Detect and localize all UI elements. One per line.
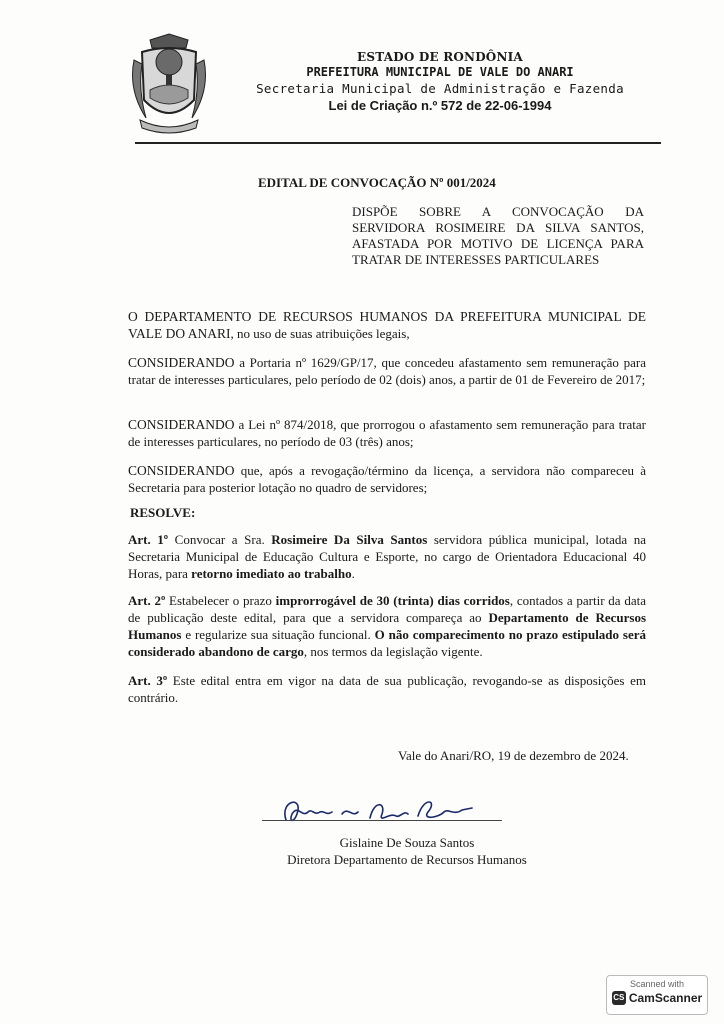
considering-text: a Portaria nº 1629/GP/17, que concedeu afastamento sem remuneração para tratar de interesses particulares, pelo período de 02 (dois) anos, a partir de 01 de Fevereiro de 2017; — [128, 355, 646, 387]
signature-line — [262, 820, 502, 821]
header-state: ESTADO DE RONDÔNIA — [357, 50, 523, 64]
article-label: Art. 2º — [128, 593, 166, 608]
article-label: Art. 3º — [128, 673, 168, 688]
article-text: , contados a partir da data de publicação deste edital, para que a servidora compareça ao — [128, 593, 646, 625]
employee-name: Rosimeire Da Silva Santos — [271, 532, 428, 547]
considering-label: CONSIDERANDO — [128, 417, 235, 432]
signer-name: Gislaine De Souza Santos — [339, 835, 475, 850]
camscanner-watermark — [606, 975, 708, 1015]
article-emphasis: retorno imediato ao trabalho — [191, 566, 352, 581]
article-text: Este edital entra em vigor na data de sua publicação, revogando-se as disposições em contrário. — [128, 673, 646, 705]
coat-of-arms-icon — [128, 30, 210, 138]
header-prefecture: PREFEITURA MUNICIPAL DE VALE DO ANARI — [306, 65, 574, 79]
article-text: Convocar a Sra. — [168, 532, 272, 547]
scanned-with-label: Scanned with — [629, 979, 685, 989]
place-date: Vale do Anari/RO, 19 de dezembro de 2024. — [398, 748, 629, 763]
intro-caps: O DEPARTAMENTO DE RECURSOS HUMANOS DA PREFEITURA MUNICIPAL DE VALE DO ANARI — [128, 309, 646, 341]
article-text: servidora pública municipal, lotada na Secretaria Municipal de Educação Cultura e Esporte, no cargo de Orientadora Educacional 40 Horas, para — [128, 532, 647, 581]
intro-paragraph — [128, 308, 646, 342]
header-divider — [135, 142, 661, 144]
resolve-heading: RESOLVE: — [130, 505, 196, 520]
considering-paragraph-1 — [128, 354, 646, 388]
article-2 — [128, 592, 646, 660]
document-summary: DISPÕE SOBRE A CONVOCAÇÃO DA SERVIDORA ROSIMEIRE DA SILVA SANTOS, AFASTADA POR MOTIVO DE LICENÇA PARA TRATAR DE INTERESSES PARTICULARES — [352, 204, 644, 267]
article-label: Art. 1º — [128, 532, 169, 547]
article-text: , nos termos da legislação vigente. — [303, 644, 483, 659]
considering-label: CONSIDERANDO — [128, 463, 235, 478]
considering-text: a Lei nº 874/2018, que prorrogou o afastamento sem remuneração para tratar de interesses particulares, no período de 03 (três) anos; — [128, 417, 646, 449]
handwritten-signature — [278, 790, 478, 830]
article-emphasis: Departamento de Recursos Humanos — [128, 610, 647, 642]
considering-label: CONSIDERANDO — [128, 355, 235, 370]
article-text: e regularize sua situação funcional. — [181, 627, 375, 642]
considering-text: que, após a revogação/término da licença, a servidora não compareceu à Secretaria para posterior lotação no quadro de servidores; — [128, 463, 646, 495]
intro-rest: , no uso de suas atribuições legais, — [230, 326, 410, 341]
article-emphasis: O não comparecimento no prazo estipulado será considerado abandono de cargo — [128, 627, 646, 659]
article-1 — [128, 531, 646, 582]
camscanner-name: CamScanner — [628, 991, 703, 1005]
article-text: Estabelecer o prazo — [165, 593, 276, 608]
considering-paragraph-3 — [128, 462, 646, 496]
considering-paragraph-2 — [128, 416, 646, 450]
article-text: . — [351, 566, 355, 581]
header-secretariat: Secretaria Municipal de Administração e Fazenda — [256, 81, 624, 96]
document-title: EDITAL DE CONVOCAÇÃO Nº 001/2024 — [258, 175, 496, 190]
camscanner-logo-icon: CS — [612, 991, 626, 1005]
article-3 — [128, 672, 646, 706]
signer-role: Diretora Departamento de Recursos Humanos — [287, 852, 527, 867]
header-law: Lei de Criação n.º 572 de 22-06-1994 — [328, 98, 552, 113]
article-emphasis: improrrogável de 30 (trinta) dias corridos — [275, 593, 510, 608]
